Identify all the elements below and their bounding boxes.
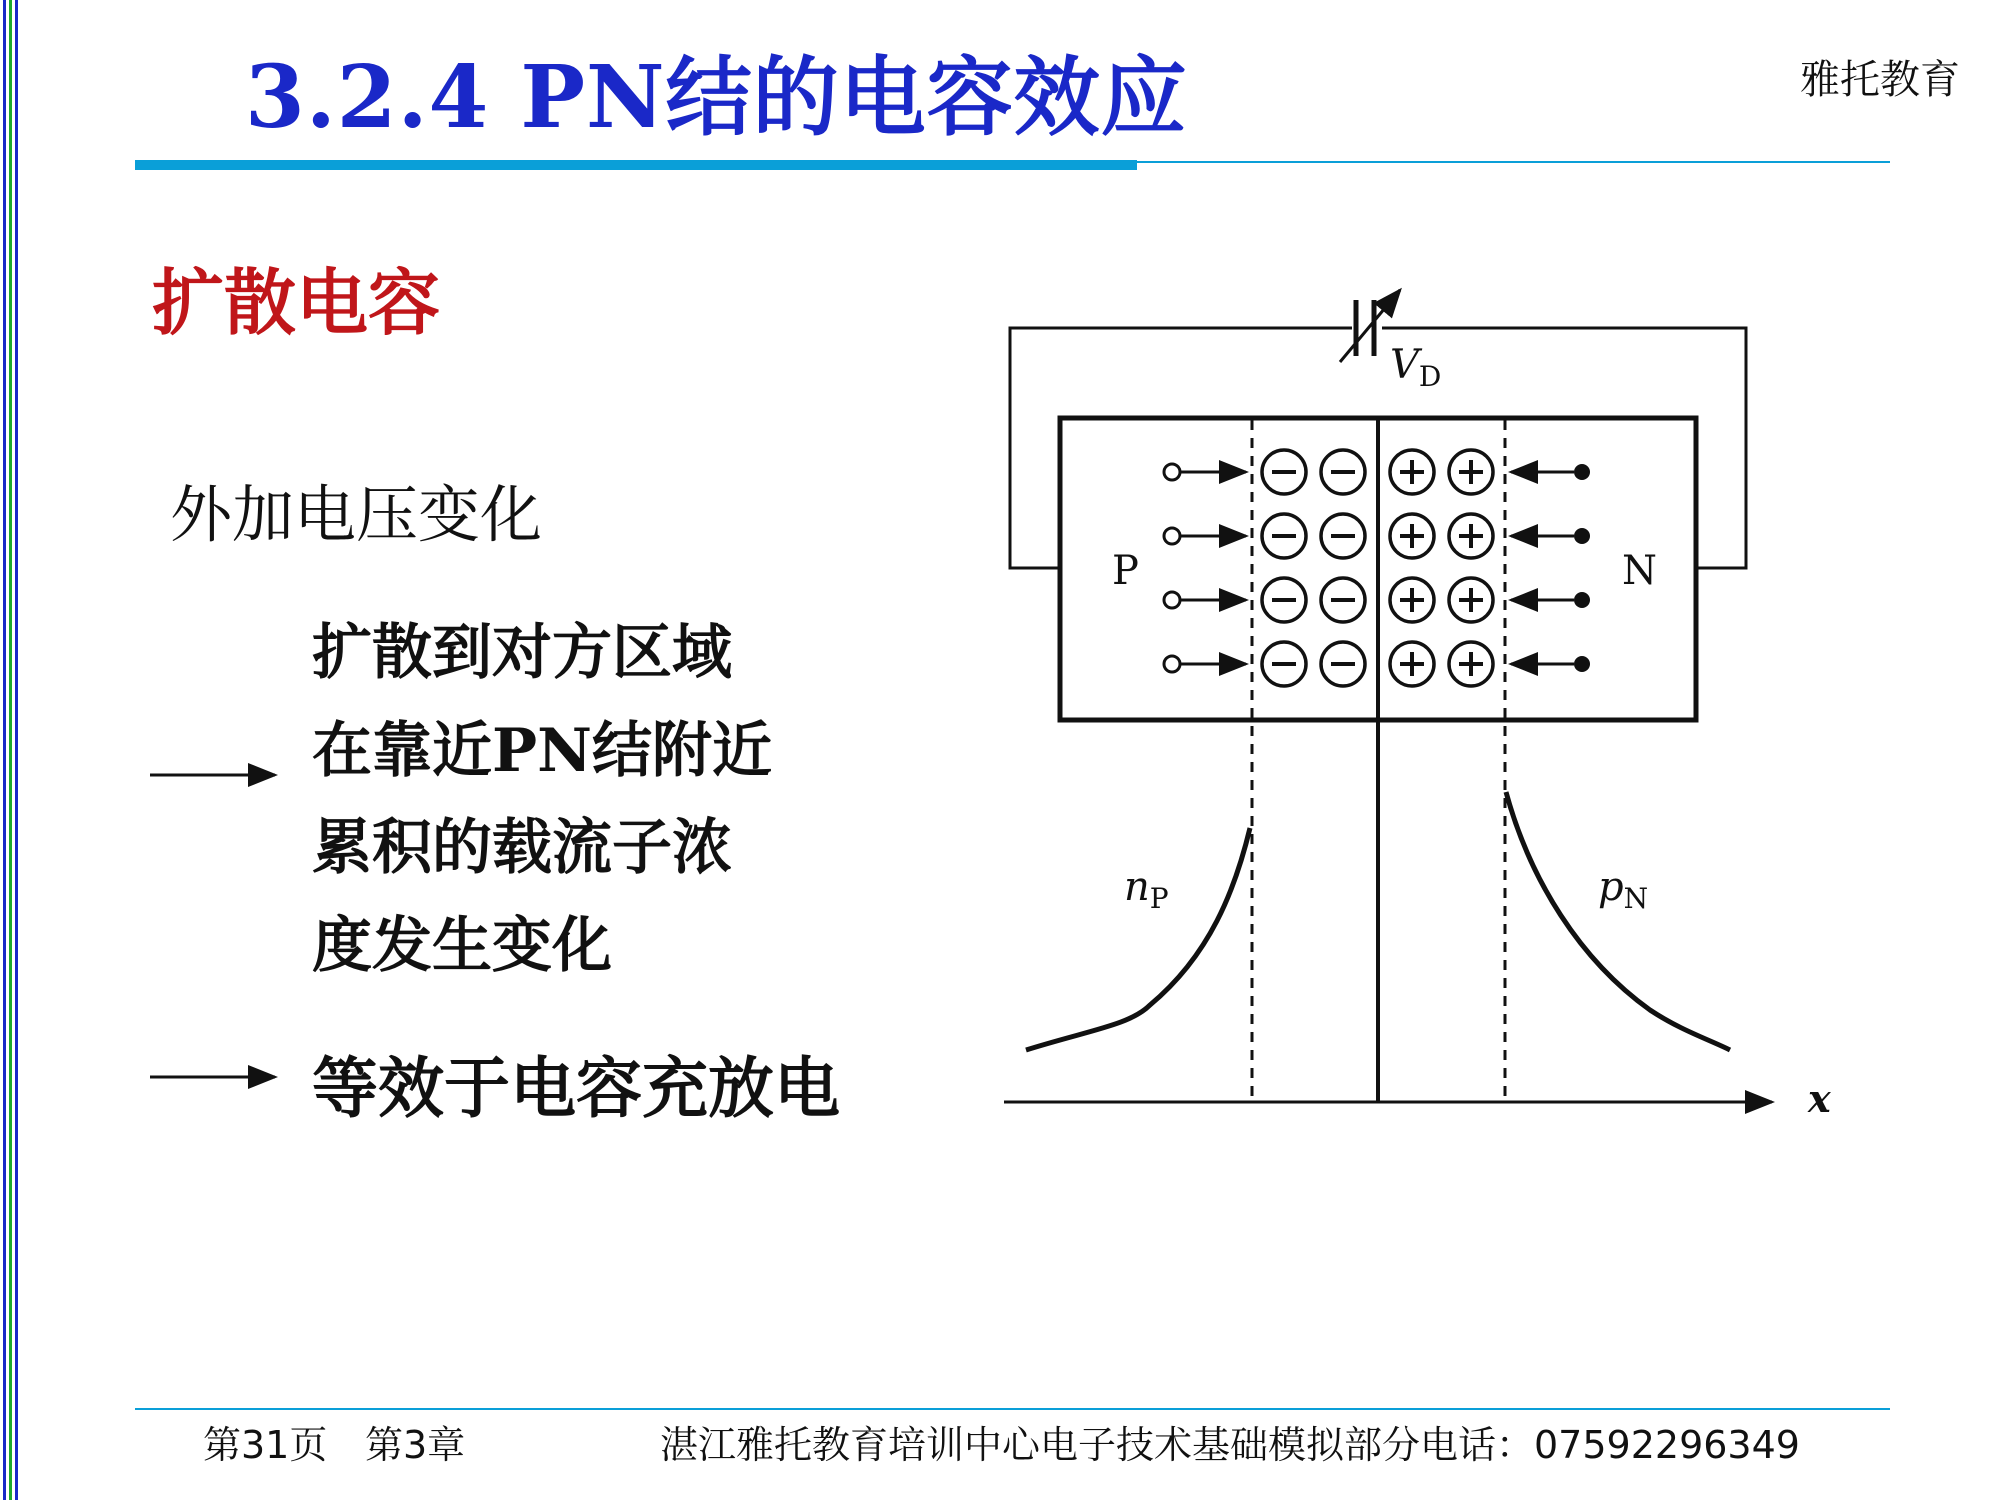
np-label: $n_P$ [1124, 864, 1169, 915]
brand-name: 雅托教育 [1800, 57, 1960, 103]
electron-carrier-icon [1164, 656, 1180, 672]
footer-rule [135, 1408, 1890, 1410]
hole-carrier-icon [1574, 656, 1590, 672]
intro-text: 外加电压变化 [170, 478, 543, 551]
x-axis-label: x [1808, 1076, 1831, 1121]
body-line: 累积的载流子浓 [312, 813, 732, 883]
pn-curve [1506, 792, 1730, 1050]
body-line: 扩散到对方区域 [312, 618, 732, 688]
hole-carrier-icon [1574, 592, 1590, 608]
footer-info: 湛江雅托教育培训中心电子技术基础模拟部分电话：07592296349 [660, 1423, 1800, 1467]
electron-carrier-icon [1164, 464, 1180, 480]
section-title: 扩散电容 [152, 260, 441, 345]
body-line: 在靠近PN结附近 [312, 716, 772, 786]
conclusion-text: 等效于电容充放电 [312, 1049, 840, 1127]
electron-carrier-icon [1164, 528, 1180, 544]
body-line: 度发生变化 [312, 911, 612, 981]
n-region-label: N [1622, 548, 1657, 594]
footer-chapter: 第3章 [365, 1423, 466, 1467]
voltage-label: $V_D$ [1390, 342, 1442, 393]
hole-carrier-icon [1574, 464, 1590, 480]
hole-carrier-icon [1574, 528, 1590, 544]
np-curve [1026, 828, 1250, 1050]
p-region-label: P [1112, 548, 1139, 594]
footer-page: 第31页 [203, 1423, 328, 1467]
pn-label: $p_N$ [1598, 864, 1649, 915]
electron-carrier-icon [1164, 592, 1180, 608]
page-title: 3.2.4 PN结的电容效应 [245, 47, 1188, 148]
